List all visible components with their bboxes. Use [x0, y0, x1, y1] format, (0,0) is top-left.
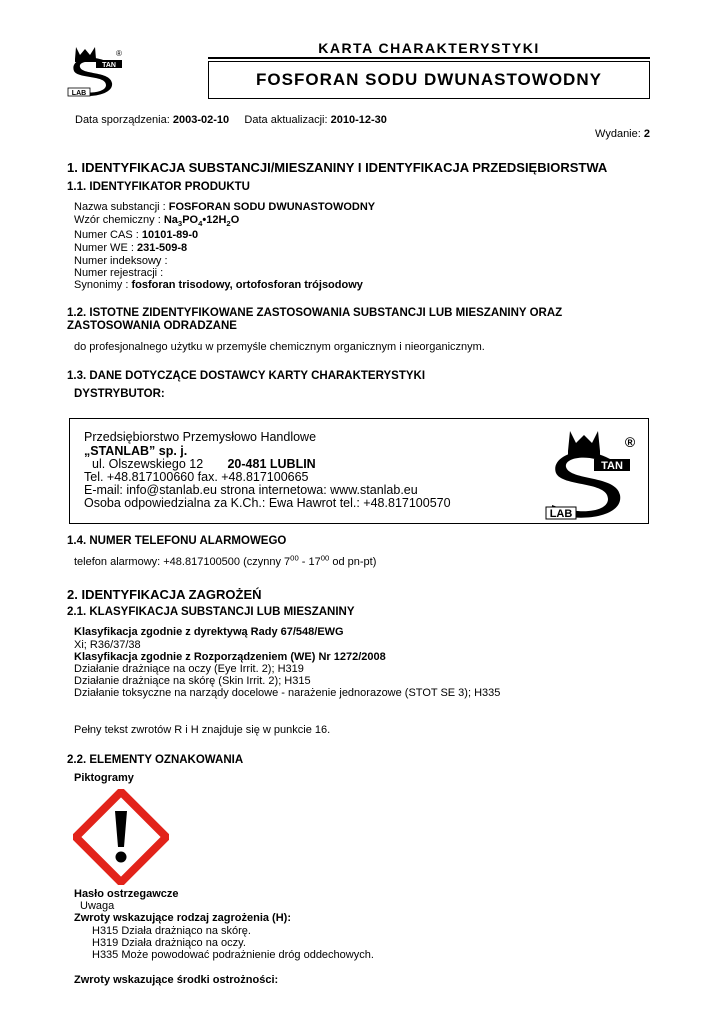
- directive-label: Klasyfikacja zgodnie z dyrektywą Rady 67/548/EWG: [74, 626, 344, 638]
- section22-title: 2.2. ELEMENTY OZNAKOWANIA: [67, 754, 244, 766]
- synonyms-line: [74, 279, 363, 292]
- created-label: Data sporządzenia:: [75, 114, 170, 126]
- logo-registered-mark: ®: [116, 49, 122, 58]
- section1-title: 1. IDENTYFIKACJA SUBSTANCJI/MIESZANINY I IDENTYFIKACJA PRZEDSIĘBIORSTWA: [67, 160, 608, 175]
- created-date: 2003-02-10: [172, 114, 230, 126]
- updated-date: 2010-12-30: [330, 114, 387, 126]
- directive-value: Xi; R36/37/38: [74, 639, 141, 651]
- substance-name-line: [74, 201, 375, 214]
- pictograms-label: Piktogramy: [74, 772, 134, 784]
- index-line: Numer indeksowy :: [74, 255, 168, 267]
- svg-text:LAB: LAB: [549, 508, 573, 520]
- substance-name-label: Nazwa substancji :: [74, 201, 166, 213]
- section2-title: 2. IDENTYFIKACJA ZAGROŻEŃ: [67, 587, 262, 602]
- regulation-label: Klasyfikacja zgodnie z Rozporządzeniem (WE) Nr 1272/2008: [74, 651, 386, 663]
- supplier-city: 20-481 LUBLIN: [227, 457, 316, 471]
- supplier-street: ul. Olszewskiego 12: [92, 457, 204, 471]
- formula-line: [74, 214, 239, 227]
- exclamation-pictogram-icon: [73, 789, 169, 885]
- section21-title: 2.1. KLASYFIKACJA SUBSTANCJI LUB MIESZANINY: [67, 606, 355, 618]
- h-statements-label: Zwroty wskazujące rodzaj zagrożenia (H):: [74, 912, 291, 924]
- section12-text: do profesjonalnego użytku w przemyśle chemicznym organicznym i nieorganicznym.: [74, 341, 485, 353]
- stanlab-logo-icon: [544, 429, 644, 521]
- we-label: Numer WE :: [74, 242, 134, 254]
- regulation-line-3: Działanie toksyczne na narządy docelowe - narażenie jednorazowe (STOT SE 3); H335: [74, 687, 501, 699]
- we-line: [74, 242, 187, 255]
- svg-text:TAN: TAN: [102, 62, 116, 69]
- svg-text:TAN: TAN: [601, 460, 623, 472]
- product-title-box: [208, 61, 650, 99]
- supplier-box: [69, 418, 649, 524]
- chemical-formula: $Na_3PO_4•12H_2O$: [163, 214, 240, 229]
- distributor-label: DYSTRYBUTOR:: [74, 388, 165, 400]
- signal-word-label: Hasło ostrzegawcze: [74, 888, 179, 900]
- regulation-line-1: Działanie drażniące na oczy (Eye Irrit. 2); H319: [74, 663, 304, 675]
- h-statement-3: H335 Może powodować podrażnienie dróg oddechowych.: [92, 949, 374, 961]
- updated-label: Data aktualizacji:: [244, 114, 328, 126]
- h-statement-1: H315 Działa drażniąco na skórę.: [92, 925, 251, 937]
- supplier-phone: Tel. +48.817100660 fax. +48.817100665: [84, 470, 309, 484]
- we-number: 231-509-8: [136, 242, 188, 254]
- supplier-logo: [544, 429, 644, 521]
- p-statements-label: Zwroty wskazujące środki ostrożności:: [74, 974, 279, 986]
- section13-title: 1.3. DANE DOTYCZĄCE DOSTAWCY KARTY CHARAKTERYSTYKI: [67, 370, 426, 382]
- section14-title: 1.4. NUMER TELEFONU ALARMOWEGO: [67, 535, 287, 547]
- supplier-line1: Przedsiębiorstwo Przemysłowo Handlowe: [84, 430, 317, 444]
- h-statement-2: H319 Działa drażniąco na oczy.: [92, 937, 246, 949]
- formula-label: Wzór chemiczny :: [74, 214, 161, 226]
- doc-type-heading: KARTA CHARAKTERYSTYKI: [318, 40, 540, 56]
- full-text-note: Pełny tekst zwrotów R i H znajduje się w punkcie 16.: [74, 724, 331, 736]
- alarm-phone-line: telefon alarmowy: +48.817100500 (czynny $7^{00} - 17^{00}$ od pn-pt): [74, 553, 377, 568]
- edition-label: Wydanie:: [595, 128, 641, 140]
- section11-title: 1.1. IDENTYFIKATOR PRODUKTU: [67, 181, 250, 193]
- header-rule: [208, 57, 650, 59]
- edition-line: [595, 128, 650, 141]
- synonyms: fosforan trisodowy, ortofosforan trójsodowy: [131, 279, 363, 291]
- ghs-pictogram: [73, 789, 169, 885]
- section12-title-cont: ZASTOSOWANIA ODRADZANE: [67, 320, 237, 332]
- synonyms-label: Synonimy :: [74, 279, 129, 291]
- supplier-email: E-mail: info@stanlab.eu strona internetowa: www.stanlab.eu: [84, 483, 418, 497]
- registration-line: Numer rejestracji :: [74, 267, 164, 279]
- supplier-contact: Osoba odpowiedzialna za K.Ch.: Ewa Hawrot tel.: +48.817100570: [84, 496, 451, 510]
- cas-number: 10101-89-0: [141, 229, 199, 241]
- product-title: FOSFORAN SODU DWUNASTOWODNY: [256, 70, 602, 89]
- substance-name: FOSFORAN SODU DWUNASTOWODNY: [168, 201, 376, 213]
- dates-line: [75, 114, 387, 127]
- cas-line: [74, 229, 198, 242]
- svg-text:®: ®: [624, 434, 636, 450]
- svg-text:LAB: LAB: [71, 90, 87, 97]
- supplier-name: „STANLAB” sp. j.: [84, 444, 188, 458]
- edition-number: 2: [643, 128, 650, 140]
- signal-word: Uwaga: [80, 900, 115, 912]
- regulation-line-2: Działanie drażniące na skórę (Skin Irrit. 2); H315: [74, 675, 311, 687]
- section12-title: 1.2. ISTOTNE ZIDENTYFIKOWANE ZASTOSOWANIA SUBSTANCJI LUB MIESZANINY ORAZ: [67, 307, 563, 319]
- cas-label: Numer CAS :: [74, 229, 139, 241]
